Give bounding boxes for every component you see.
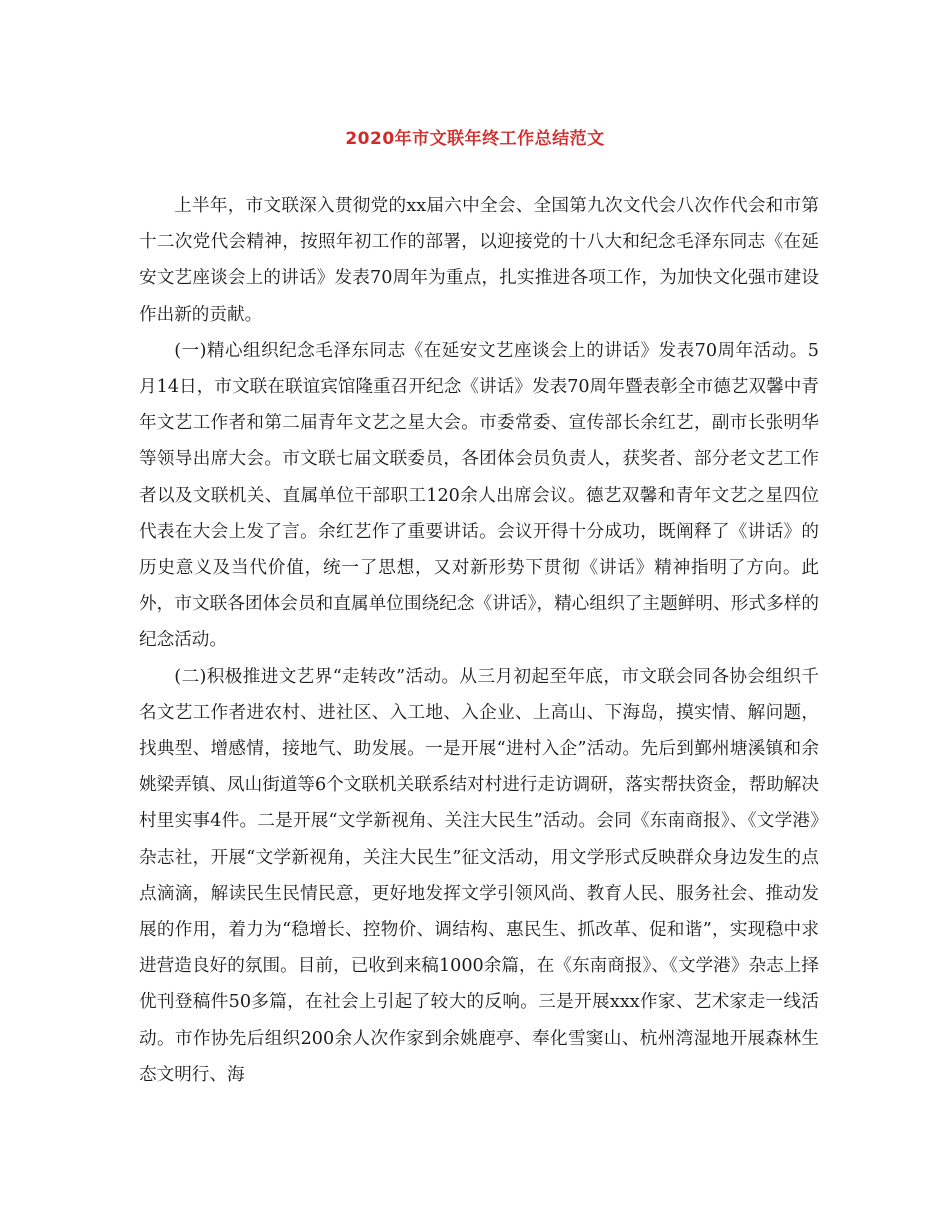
document-body xyxy=(139,188,819,1093)
document-title: 2020年市文联年终工作总结范文 xyxy=(345,129,605,149)
paragraph-section-1: (一)精心组织纪念毛泽东同志《在延安文艺座谈会上的讲话》发表70周年活动。5月14日，市文联在联谊宾馆隆重召开纪念《讲话》发表70周年暨表彰全市德艺双馨中青年文艺工作者和第二届青年文艺之星大会。市委常委、宣传部长余红艺，副市长张明华等领导出席大会。市文联七届文联委员，各团体会员负责人，获奖者、部分老文艺工作者以及文联机关、直属单位干部职工120余人出席会议。德艺双馨和青年文艺之星四位代表在大会上发了言。余红艺作了重要讲话。会议开得十分成功，既阐释了《讲话》的历史意义及当代价值，统一了思想，又对新形势下贯彻《讲话》精神指明了方向。此外，市文联各团体会员和直属单位围绕纪念《讲话》，精心组织了主题鲜明、形式多样的纪念活动。 xyxy=(139,340,819,651)
paragraph-section-2: (二)积极推进文艺界“走转改”活动。从三月初起至年底，市文联会同各协会组织千名文艺工作者进农村、进社区、入工地、入企业、上高山、下海岛，摸实情、解问题，找典型、增感情，接地气、助发展。一是开展“进村入企”活动。先后到鄞州塘溪镇和余姚梁弄镇、凤山街道等6个文联机关联系结对村进行走访调研，落实帮扶资金，帮助解决村里实事4件。二是开展“文学新视角、关注大民生”活动。会同《东南商报》、《文学港》杂志社，开展“文学新视角，关注大民生”征文活动，用文学形式反映群众身边发生的点点滴滴，解读民生民情民意，更好地发挥文学引领风尚、教育人民、服务社会、推动发展的作用，着力为“稳增长、控物价、调结构、惠民生、抓改革、促和谐”，实现稳中求进营造良好的氛围。目前，已收到来稿1000余篇，在《东南商报》、《文学港》杂志上择优刊登稿件50多篇，在社会上引起了较大的反响。三是开展xxx作家、艺术家走一线活动。市作协先后组织200余人次作家到余姚鹿亭、奉化雪窦山、杭州湾湿地开展森林生态文明行、海 xyxy=(139,666,819,1085)
paragraph-intro: 上半年，市文联深入贯彻党的xx届六中全会、全国第九次文代会八次作代会和市第十二次党代会精神，按照年初工作的部署，以迎接党的十八大和纪念毛泽东同志《在延安文艺座谈会上的讲话》发表70周年为重点，扎实推进各项工作，为加快文化强市建设作出新的贡献。 xyxy=(139,196,819,325)
